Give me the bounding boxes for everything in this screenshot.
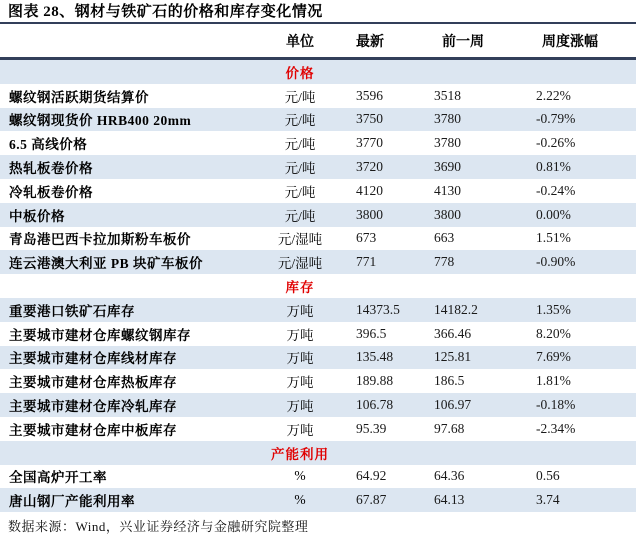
change-cell: 1.81%: [536, 373, 571, 389]
change-cell: 0.81%: [536, 159, 571, 175]
prev-week-cell: 64.36: [434, 468, 465, 484]
change-cell: 7.69%: [536, 349, 571, 365]
unit-cell: 元/吨: [284, 113, 316, 129]
unit-cell: 万吨: [286, 375, 314, 391]
prev-week-cell: 4130: [434, 182, 461, 198]
latest-cell: 771: [356, 254, 377, 270]
indicator-name: 中板价格: [9, 208, 65, 224]
indicator-name: 冷轧板卷价格: [9, 184, 93, 200]
section-label: 产能利用: [271, 446, 329, 462]
unit-cell: 元/吨: [284, 184, 316, 200]
table-row: [0, 203, 636, 227]
indicator-name: 主要城市建材仓库线材库存: [9, 351, 177, 367]
table-row: [0, 227, 636, 251]
indicator-name: 螺纹钢活跃期货结算价: [9, 89, 149, 105]
prev-week-cell: 125.81: [434, 349, 472, 365]
latest-cell: 3770: [356, 135, 383, 151]
unit-cell: 万吨: [286, 351, 314, 367]
table-row: [0, 465, 636, 489]
change-cell: -0.18%: [536, 397, 576, 413]
prev-week-cell: 186.5: [434, 373, 465, 389]
section-label: 价格: [285, 65, 315, 81]
prev-week-cell: 3800: [434, 206, 461, 222]
change-cell: -0.90%: [536, 254, 576, 270]
indicator-name: 唐山钢厂产能利用率: [9, 494, 135, 510]
indicator-name: 热轧板卷价格: [9, 161, 93, 177]
prev-week-cell: 106.97: [434, 397, 472, 413]
header-prev-week: 前一周: [442, 34, 484, 50]
unit-cell: 元/吨: [284, 89, 316, 105]
indicator-name: 主要城市建材仓库螺纹钢库存: [9, 327, 191, 343]
table-row: [0, 179, 636, 203]
table-row: [0, 393, 636, 417]
latest-cell: 4120: [356, 182, 383, 198]
table-header-row: [0, 24, 636, 60]
table-row: [0, 250, 636, 274]
header-weekly-change: 周度涨幅: [542, 34, 598, 50]
indicator-name: 主要城市建材仓库中板库存: [9, 422, 177, 438]
header-unit: 单位: [286, 34, 314, 50]
indicator-name: 6.5 高线价格: [9, 137, 88, 153]
table-row: [0, 346, 636, 370]
latest-cell: 3800: [356, 206, 383, 222]
table-row: [0, 417, 636, 441]
prev-week-cell: 97.68: [434, 420, 465, 436]
indicator-name: 全国高炉开工率: [9, 470, 107, 486]
latest-cell: 189.88: [356, 373, 394, 389]
figure-title: 图表 28、钢材与铁矿石的价格和库存变化情况: [0, 0, 636, 24]
indicator-name: 青岛港巴西卡拉加斯粉车板价: [9, 232, 191, 248]
latest-cell: 3596: [356, 87, 383, 103]
indicator-name: 连云港澳大利亚 PB 块矿车板价: [9, 256, 204, 272]
change-cell: 1.35%: [536, 301, 571, 317]
latest-cell: 3750: [356, 111, 383, 127]
latest-cell: 64.92: [356, 468, 387, 484]
change-cell: 3.74: [536, 492, 560, 508]
latest-cell: 14373.5: [356, 301, 400, 317]
prev-week-cell: 3780: [434, 111, 461, 127]
table-row: [0, 488, 636, 512]
prev-week-cell: 3780: [434, 135, 461, 151]
change-cell: -0.26%: [536, 135, 576, 151]
section-row-capacity: [0, 441, 636, 465]
table-row: [0, 84, 636, 108]
prev-week-cell: 3518: [434, 87, 461, 103]
table-body: [0, 60, 636, 512]
prev-week-cell: 663: [434, 230, 455, 246]
latest-cell: 95.39: [356, 420, 387, 436]
latest-cell: 396.5: [356, 325, 387, 341]
latest-cell: 67.87: [356, 492, 387, 508]
unit-cell: 元/湿吨: [277, 256, 323, 272]
section-row-inventory: [0, 274, 636, 298]
latest-cell: 106.78: [356, 397, 394, 413]
table-row: [0, 155, 636, 179]
change-cell: -2.34%: [536, 420, 576, 436]
latest-cell: 135.48: [356, 349, 394, 365]
prev-week-cell: 366.46: [434, 325, 472, 341]
table-row: [0, 108, 636, 132]
change-cell: -0.24%: [536, 182, 576, 198]
unit-cell: 万吨: [286, 327, 314, 343]
table-row: [0, 131, 636, 155]
unit-cell: %: [294, 492, 306, 508]
prev-week-cell: 14182.2: [434, 301, 478, 317]
change-cell: 2.22%: [536, 87, 571, 103]
change-cell: 8.20%: [536, 325, 571, 341]
change-cell: 0.00%: [536, 206, 571, 222]
data-source-note: 数据来源：Wind，兴业证券经济与金融研究院整理: [8, 519, 309, 535]
prev-week-cell: 64.13: [434, 492, 465, 508]
prev-week-cell: 3690: [434, 159, 461, 175]
indicator-name: 重要港口铁矿石库存: [9, 303, 135, 319]
change-cell: 0.56: [536, 468, 560, 484]
indicator-name: 螺纹钢现货价 HRB400 20mm: [9, 113, 192, 129]
table-row: [0, 322, 636, 346]
indicator-name: 主要城市建材仓库热板库存: [9, 375, 177, 391]
unit-cell: 元/吨: [284, 161, 316, 177]
latest-cell: 3720: [356, 159, 383, 175]
section-row-price: [0, 60, 636, 84]
change-cell: 1.51%: [536, 230, 571, 246]
unit-cell: 元/湿吨: [277, 232, 323, 248]
unit-cell: %: [294, 468, 306, 484]
prev-week-cell: 778: [434, 254, 455, 270]
unit-cell: 元/吨: [284, 208, 316, 224]
change-cell: -0.79%: [536, 111, 576, 127]
unit-cell: 万吨: [286, 399, 314, 415]
unit-cell: 万吨: [286, 422, 314, 438]
header-latest: 最新: [356, 34, 384, 50]
latest-cell: 673: [356, 230, 377, 246]
unit-cell: 万吨: [286, 303, 314, 319]
unit-cell: 元/吨: [284, 137, 316, 153]
table-row: [0, 369, 636, 393]
indicator-name: 主要城市建材仓库冷轧库存: [9, 399, 177, 415]
section-label: 库存: [285, 280, 315, 296]
table-row: [0, 298, 636, 322]
